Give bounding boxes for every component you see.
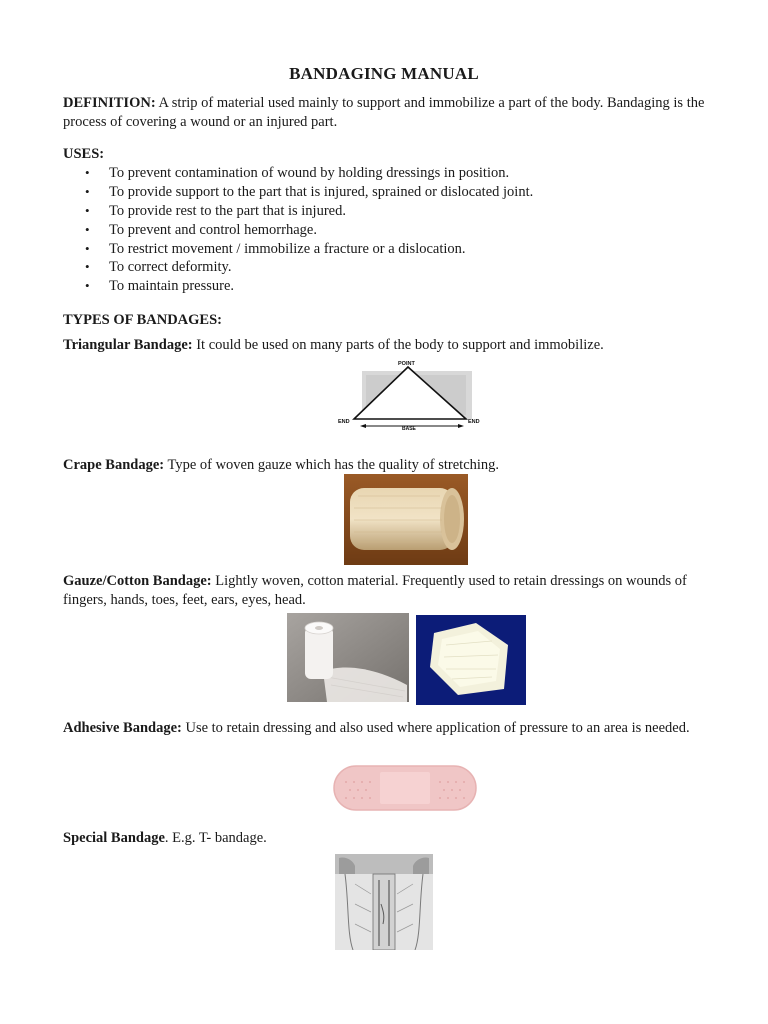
- crape-label: Crape Bandage:: [63, 457, 165, 473]
- page-title: BANDAGING MANUAL: [289, 64, 479, 83]
- triangular-label: Triangular Bandage:: [63, 337, 193, 353]
- crape-paragraph: [63, 456, 708, 475]
- point-label: POINT: [398, 361, 415, 367]
- adhesive-paragraph: [63, 719, 708, 738]
- list-item: • To correct deformity.: [63, 258, 683, 277]
- list-item: • To prevent contamination of wound by holding dressings in position.: [63, 164, 683, 183]
- base-label: BASE: [402, 426, 416, 432]
- list-item: • To restrict movement / immobilize a fracture or a dislocation.: [63, 240, 683, 259]
- uses-list: [63, 164, 683, 296]
- types-heading: [63, 311, 708, 330]
- special-label: Special Bandage: [63, 830, 165, 846]
- adhesive-bandage-image: [330, 760, 480, 816]
- definition-label: DEFINITION:: [63, 95, 156, 111]
- list-item: • To prevent and control hemorrhage.: [63, 221, 683, 240]
- uses-heading-text: USES:: [63, 146, 105, 162]
- types-heading-text: TYPES OF BANDAGES:: [63, 312, 222, 328]
- gauze-paragraph: [63, 572, 708, 609]
- crape-bandage-image: [344, 474, 468, 565]
- special-text: . E.g. T- bandage.: [164, 830, 267, 846]
- list-item: • To maintain pressure.: [63, 277, 683, 296]
- triangular-bandage-diagram: [336, 357, 484, 433]
- special-paragraph: [63, 829, 708, 848]
- adhesive-label: Adhesive Bandage:: [63, 720, 182, 736]
- uses-heading: [63, 145, 708, 164]
- adhesive-text: Use to retain dressing and also used where application of pressure to an area is needed.: [181, 720, 690, 736]
- gauze-pads-image: [416, 615, 526, 705]
- definition-paragraph: [63, 94, 708, 131]
- crape-text: Type of woven gauze which has the quality of stretching.: [164, 457, 500, 473]
- triangular-paragraph: [63, 336, 708, 355]
- gauze-text: Lightly woven, cotton material. Frequently used to retain dressings on wounds of fingers, hands, toes, feet, ears, eyes, head.: [63, 573, 687, 608]
- list-item: • To provide rest to the part that is injured.: [63, 202, 683, 221]
- t-bandage-image: [335, 854, 433, 950]
- triangular-text: It could be used on many parts of the body to support and immobilize.: [192, 337, 604, 353]
- gauze-label: Gauze/Cotton Bandage:: [63, 573, 212, 589]
- definition-text: A strip of material used mainly to support and immobilize a part of the body. Bandaging is the process of covering a wound or an injured part.: [63, 95, 705, 130]
- end-right-label: END: [468, 419, 480, 425]
- end-left-label: END: [338, 419, 350, 425]
- list-item: • To provide support to the part that is injured, sprained or dislocated joint.: [63, 183, 683, 202]
- gauze-roll-image: [287, 613, 409, 702]
